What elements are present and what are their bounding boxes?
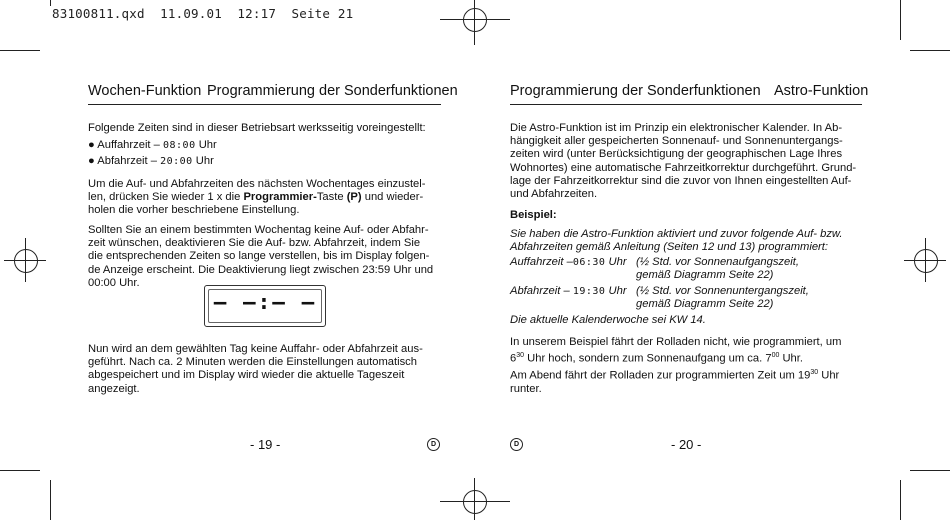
left-para1: Um die Auf- und Abfahrzeiten des nächsten Wochentages einzustel- len, drücken Sie wieder 1 x die Programmier-Taste (P) und wieder- holen die vorher beschriebene Einstellung. (88, 178, 426, 217)
left-page-title-left: Wochen-Funktion (88, 83, 202, 99)
right-page-title-left: Programmierung der Sonderfunktionen (510, 83, 761, 99)
example-intro: Sie haben die Astro-Funktion aktiviert und zuvor folgende Auf- bzw. Abfahrzeiten gemäß Anleitung (Seiten 12 und 13) programmiert: (510, 228, 843, 254)
left-page-title-right: Programmierung der Sonderfunktionen (207, 83, 458, 99)
registration-mark-right (914, 249, 938, 273)
left-para3: Nun wird an dem gewählten Tag keine Auffahr- oder Abfahrzeit aus- geführt. Nach ca. 2 Minuten werden die Einstellungen automatisch abgespeichert und im Display wird wieder die aktuelle Tageszeit angezeigt. (88, 343, 423, 395)
example-week: Die aktuelle Kalenderwoche sei KW 14. (510, 314, 706, 326)
registration-mark-left (14, 249, 38, 273)
example-row-auffahrzeit: Auffahrzeit –06:30 Uhr (½ Std. vor Sonnenaufgangszeit, gemäß Diagramm Seite 22) (510, 256, 799, 282)
left-page-number: - 19 - (250, 437, 281, 452)
lcd-time: 06:30 (572, 257, 606, 268)
lcd-display (204, 285, 326, 327)
right-page-title-right: Astro-Funktion (774, 83, 869, 99)
example-heading: Beispiel: (510, 209, 557, 221)
lcd-time: 08:00 (162, 140, 196, 151)
lcd-time: 19:30 (572, 286, 606, 297)
result-paragraph: In unserem Beispiel fährt der Rolladen nicht, wie programmiert, um $6^{30}$ Uhr hoch, sondern zum Sonnenaufgang um ca. $7^{00}$ Uhr. Am Abend fährt der Rolladen zur programmierten Zeit um $19^{30}$ Uhr runter. (510, 336, 842, 396)
left-intro: Folgende Zeiten sind in dieser Betriebsart werksseitig voreingestellt: (88, 122, 426, 134)
language-d-icon: D (510, 438, 523, 451)
right-intro: Die Astro-Funktion ist im Prinzip ein elektronischer Kalender. In Ab- hängigkeit aller gespeicherten Sonnenauf- und Sonnenuntergangs- zeiten wird (unter Berücksichtigung der geographischen Lage Ihres Wohnortes) eine automatische Fahrzeitkorrektur durchgeführt. Grund- lage der Fahrzeitkorrektur sind die zuvor von Ihnen eingestellten Auf- und Abfahrzeiten. (510, 122, 857, 201)
language-d-icon: D (427, 438, 440, 451)
right-title-rule (510, 104, 862, 105)
right-page-number: - 20 - (671, 437, 702, 452)
bullet-auffahrzeit: ● Auffahrzeit – 08:00 Uhr (88, 139, 217, 151)
bullet-dot-icon: ● (88, 155, 95, 167)
left-title-rule (88, 104, 441, 105)
registration-mark-bottom (463, 490, 487, 514)
lcd-time: 20:00 (160, 156, 193, 167)
registration-mark-top (463, 8, 487, 32)
bullet-dot-icon: ● (88, 139, 95, 151)
bullet-abfahrzeit: ● Abfahrzeit – 20:00 Uhr (88, 155, 214, 167)
left-para2: Sollten Sie an einem bestimmten Wochentag keine Auf- oder Abfahr- zeit wünschen, deaktivieren Sie die Auf- bzw. Abfahrzeit, indem Sie die entsprechenden Zeiten so lange verstellen, bis im Display folgen- de Anzeige erscheint. Die Deaktivierung liegt zwischen 23:59 Uhr und 00:00 Uhr. (88, 224, 434, 289)
file-header: 83100811.qxd 11.09.01 12:17 Seite 21 (52, 6, 354, 21)
example-row-abfahrzeit: Abfahrzeit – 19:30 Uhr (½ Std. vor Sonnenuntergangszeit, gemäß Diagramm Seite 22) (510, 285, 809, 311)
lcd-display-text: – –:– – (213, 290, 317, 314)
